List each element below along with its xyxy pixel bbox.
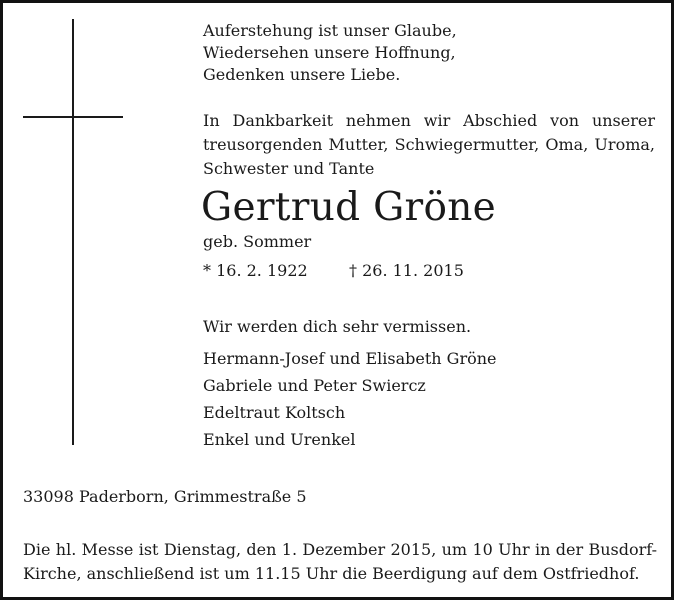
cross-horizontal-bar	[23, 116, 123, 118]
mourner-1: Hermann-Josef und Elisabeth Gröne	[203, 349, 497, 368]
mourner-2: Gabriele und Peter Swiercz	[203, 376, 426, 395]
intro-line-1: In Dankbarkeit nehmen wir Abschied von unserer	[203, 111, 655, 130]
farewell-line: Wir werden dich sehr vermissen.	[203, 317, 472, 336]
mourner-3: Edeltraut Koltsch	[203, 403, 346, 422]
notice-line-2: Kirche, anschließend ist um 11.15 Uhr die Beerdigung auf dem Ostfriedhof.	[23, 564, 640, 583]
maiden-name: geb. Sommer	[203, 232, 312, 251]
death-date: † 26. 11. 2015	[349, 261, 464, 280]
address: 33098 Paderborn, Grimmestraße 5	[23, 487, 307, 506]
intro-line-2: treusorgenden Mutter, Schwiegermutter, Oma, Uroma,	[203, 135, 655, 154]
motto-line-3: Gedenken unsere Liebe.	[203, 65, 401, 84]
motto-line-1: Auferstehung ist unser Glaube,	[203, 21, 457, 40]
deceased-name: Gertrud Gröne	[201, 185, 497, 230]
notice-line-1: Die hl. Messe ist Dienstag, den 1. Dezember 2015, um 10 Uhr in der Busdorf-	[23, 540, 657, 559]
cross-vertical-bar	[72, 19, 74, 445]
birth-date: * 16. 2. 1922	[203, 261, 308, 280]
intro-line-3: Schwester und Tante	[203, 159, 375, 178]
motto-line-2: Wiedersehen unsere Hoffnung,	[203, 43, 456, 62]
mourner-4: Enkel und Urenkel	[203, 430, 356, 449]
